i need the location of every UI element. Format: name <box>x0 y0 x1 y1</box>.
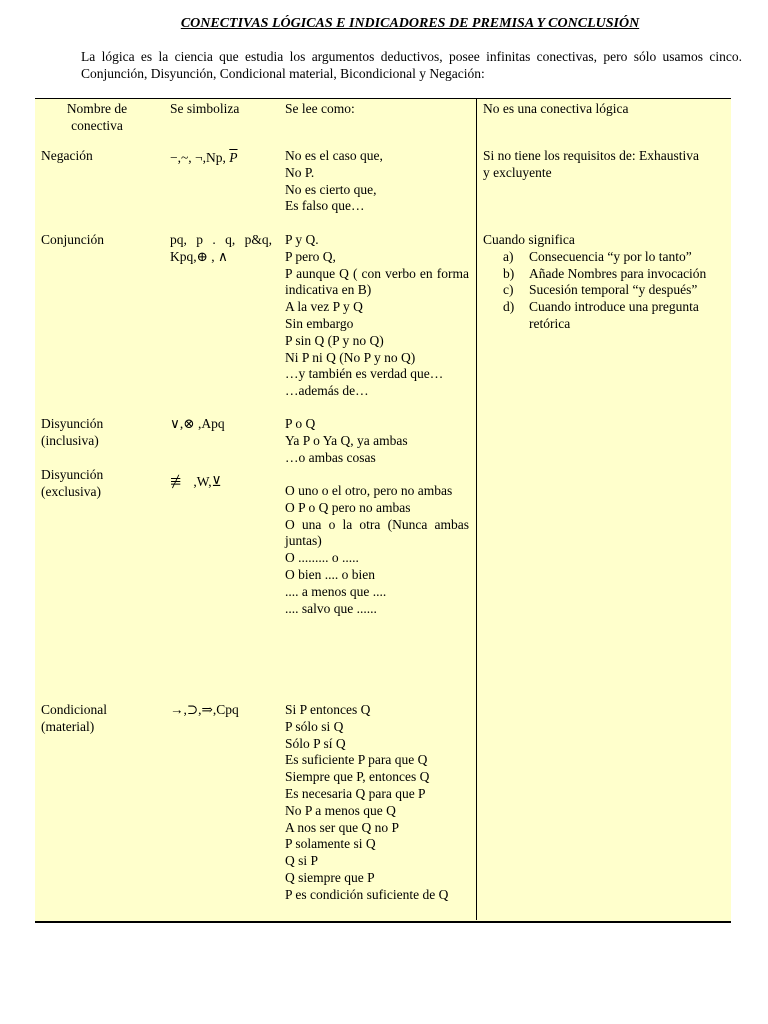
conditional-read-3: Sólo P sí Q <box>285 735 346 751</box>
conjunction-not-connective <box>483 232 726 333</box>
disjunction-inclusive-read-1: P o Q <box>285 416 316 431</box>
negation-read-1: No es el caso que, <box>285 148 383 163</box>
negation-symbol: −,~, ¬,Np, $\overline{P}$ <box>170 150 238 165</box>
conditional-read-10: Q si P <box>285 853 319 869</box>
conditional-read-9: P solamente si Q <box>285 836 376 852</box>
disjunction-inclusive-read-3: …o ambas cosas <box>285 449 376 465</box>
negation-read-4: Es falso que… <box>285 198 365 214</box>
conditional-read-2: P sólo si Q <box>285 718 344 734</box>
conjunction-name: Conjunción <box>41 232 104 247</box>
conjunction-not-title: Cuando significa <box>483 232 575 247</box>
conjunction-read-5: Sin embargo <box>285 315 354 331</box>
conjunction-read-9: …además de… <box>285 383 369 399</box>
disjunction-inclusive-symbol: ∨,⊗ ,Apq <box>170 416 225 431</box>
disjunction-exclusive-read-4: O ......... o ..... <box>285 550 359 566</box>
negation-read-3: No es cierto que, <box>285 181 377 197</box>
conjunction-symbol: pq, p . q, p&q, Kpq,⊕ , ∧ <box>170 232 272 264</box>
disjunction-inclusive-read-2: Ya P o Ya Q, ya ambas <box>285 432 408 448</box>
disjunction-exclusive-read-5: O bien .... o bien <box>285 566 375 582</box>
document-title: CONECTIVAS LÓGICAS E INDICADORES DE PREMISA Y CONCLUSIÓN <box>180 16 640 31</box>
column-divider <box>476 98 477 920</box>
conjunction-read-3: P aunque Q ( con verbo en forma indicativa en B) <box>285 265 469 298</box>
conditional-reads <box>285 702 469 904</box>
disjunction-exclusive-name: Disyunción (exclusiva) <box>41 467 104 499</box>
header-name: Nombre de conectiva <box>66 101 128 133</box>
negation-reads <box>285 148 469 215</box>
list-item: c) Sucesión temporal “y después” <box>503 282 698 298</box>
conjunction-read-6: P sin Q (P y no Q) <box>285 332 384 348</box>
conditional-name: Condicional (material) <box>41 702 107 734</box>
conditional-symbol: →,⊃,⇒,Cpq <box>170 702 239 717</box>
conditional-read-1: Si P entonces Q <box>285 702 371 717</box>
header-not-connective: No es una conectiva lógica <box>483 101 629 116</box>
negation-not-connective: Si no tiene los requisitos de: Exhaustiva y excluyente <box>483 148 699 180</box>
negation-name: Negación <box>41 148 93 163</box>
conjunction-reads <box>285 232 469 400</box>
disjunction-exclusive-read-6: .... a menos que .... <box>285 583 387 599</box>
disjunction-exclusive-symbol: ≢ ,W,⊻ <box>170 471 222 493</box>
list-item: b) Añade Nombres para invocación <box>503 265 707 281</box>
conditional-read-11: Q siempre que P <box>285 869 375 885</box>
list-item: d) Cuando introduce una pregunta retórica <box>503 299 699 331</box>
disjunction-exclusive-read-1: O uno o el otro, pero no ambas <box>285 483 453 498</box>
conjunction-read-8: …y también es verdad que… <box>285 366 444 382</box>
conjunction-read-7: Ni P ni Q (No P y no Q) <box>285 349 416 365</box>
header-reads: Se lee como: <box>285 101 355 116</box>
conjunction-read-2: P pero Q, <box>285 248 336 264</box>
intro-paragraph: La lógica es la ciencia que estudia los argumentos deductivos, posee infinitas conectivas, pero sólo usamos cinco. Conjunción, Disyunción, Condicional material, Bicondicional y Negación: <box>81 49 742 81</box>
list-item: a) Consecuencia “y por lo tanto” <box>503 248 692 264</box>
negation-read-2: No P. <box>285 164 315 180</box>
conditional-read-8: A nos ser que Q no P <box>285 819 399 835</box>
conjunction-read-4: A la vez P y Q <box>285 299 363 315</box>
disjunction-inclusive-name: Disyunción (inclusiva) <box>41 416 104 448</box>
disjunction-exclusive-read-2: O P o Q pero no ambas <box>285 499 411 515</box>
conditional-read-7: No P a menos que Q <box>285 802 396 818</box>
header-symbol: Se simboliza <box>170 101 240 116</box>
disjunction-exclusive-read-7: .... salvo que ...... <box>285 600 377 616</box>
conditional-read-6: Es necesaria Q para que P <box>285 785 426 801</box>
conditional-read-5: Siempre que P, entonces Q <box>285 769 430 785</box>
conditional-read-4: Es suficiente P para que Q <box>285 752 428 768</box>
conditional-read-12: P es condición suficiente de Q <box>285 886 449 902</box>
conjunction-read-1: P y Q. <box>285 232 319 247</box>
negation-bar-symbol: $\overline{P}$ <box>229 150 238 165</box>
disjunction-inclusive-reads <box>285 416 469 466</box>
disjunction-exclusive-read-3: O una o la otra (Nunca ambas juntas) <box>285 516 469 549</box>
disjunction-exclusive-reads <box>285 483 469 617</box>
